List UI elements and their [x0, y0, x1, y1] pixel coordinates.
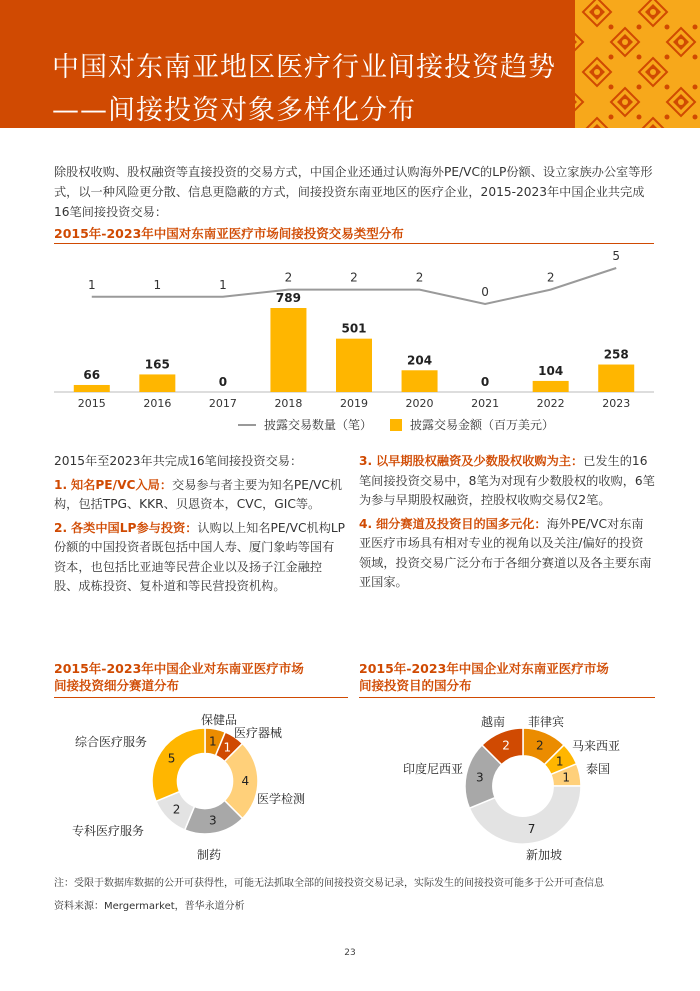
- summary-item-2-text: 认购以上知名PE/VC机构LP份额的中国投资者既包括中国人寿、厦门象屿等国有资本，也包括比亚迪等民营企业以及扬子江金融控股、成栋投资、复朴道和等民营投资机构。: [54, 520, 346, 593]
- x-tick-label: 2017: [208, 397, 237, 410]
- pattern-motif: [583, 58, 611, 86]
- segment-donut-chart: [150, 726, 260, 836]
- summary-right-column: [359, 452, 655, 597]
- donut2-label-philippines: 菲律宾: [528, 715, 565, 729]
- x-tick-label: 2015: [77, 397, 106, 410]
- pattern-dot: [665, 115, 670, 120]
- bar-value-label: 258: [603, 347, 629, 362]
- bar-value-label: 104: [538, 363, 564, 378]
- bar: [402, 370, 438, 392]
- donut1-title-line2: 间接投资细分赛道分布: [54, 678, 180, 693]
- summary-item-1: [54, 476, 346, 515]
- donut2-label-vietnam: 越南: [481, 715, 506, 729]
- country-donut-chart: [463, 726, 583, 846]
- x-tick-label: 2018: [274, 397, 303, 410]
- pattern-dot: [693, 55, 698, 60]
- page-number: 23: [344, 948, 356, 958]
- donut1-title: [54, 660, 304, 694]
- x-tick-label: 2016: [143, 397, 172, 410]
- pattern-motif: [611, 28, 639, 56]
- legend-bar-label: 披露交易金额（百万美元）: [410, 418, 555, 432]
- pattern-dot: [609, 25, 614, 30]
- donut2-title: [359, 660, 609, 694]
- pattern-dot: [665, 55, 670, 60]
- slice-value-label: 2: [502, 738, 510, 753]
- summary-item-3-number: 3.: [359, 454, 373, 468]
- bar-value-label: 501: [341, 321, 367, 336]
- summary-item-2: [54, 519, 346, 597]
- summary-item-3-title: 以早期股权融资及少数股权收购为主：: [376, 454, 584, 468]
- count-label: 2: [284, 270, 293, 285]
- pattern-motif: [611, 88, 639, 116]
- slice-value-label: 3: [475, 770, 484, 785]
- pattern-motif: [583, 0, 611, 26]
- x-tick-label: 2020: [405, 397, 434, 410]
- pattern-motif: [639, 0, 667, 26]
- summary-lead: 2015年至2023年共完成16笔间接投资交易：: [54, 454, 303, 468]
- pattern-motif: [575, 88, 583, 116]
- pattern-dot: [637, 25, 642, 30]
- pattern-dot: [609, 85, 614, 90]
- summary-item-3: [359, 452, 655, 511]
- intro-paragraph: 除股权收购、股权融资等直接投资的交易方式，中国企业还通过认购海外PE/VC的LP份额、设立家族办公室等形式，以一种风险更分散、信息更隐蔽的方式，间接投资东南亚地区的医疗企业，2015-2023年中国企业共完成16笔间接投资交易：: [54, 165, 653, 219]
- x-tick-label: 2023: [602, 397, 631, 410]
- count-label: 5: [612, 249, 621, 263]
- slice-value-label: 7: [527, 822, 536, 837]
- decorative-pattern: [575, 0, 700, 128]
- source-note: 资料来源：Mergermarket，普华永道分析: [54, 901, 245, 912]
- pattern-dot: [693, 115, 698, 120]
- slice-value-label: 1: [209, 734, 217, 749]
- legend-line-label: 披露交易数量（笔）: [264, 418, 373, 432]
- pattern-dot: [665, 25, 670, 30]
- donut2-label-malaysia: 马来西亚: [572, 739, 621, 753]
- count-label: 1: [87, 277, 96, 292]
- page-title-line1: 中国对东南亚地区医疗行业间接投资趋势: [52, 52, 556, 83]
- page-title: [52, 46, 556, 132]
- summary-item-4-text: 海外PE/VC对东南亚医疗市场具有相对专业的视角以及关注/偏好的投资领域，投资交易广泛分布于各细分赛道以及各主要东南亚国家。: [359, 516, 652, 589]
- summary-item-1-text: 交易参与者主要为知名PE/VC机构，包括TPG、KKR、贝恩资本，CVC，GIC等。: [54, 477, 343, 511]
- donut1-title-rule: [54, 697, 348, 698]
- pattern-dot: [665, 85, 670, 90]
- summary-item-4-number: 4.: [359, 516, 373, 531]
- legend-bar-swatch: [390, 419, 402, 431]
- x-tick-label: 2021: [471, 397, 500, 410]
- bar-chart-legend: [238, 416, 554, 433]
- donut2-label-indonesia: 印度尼西亚: [403, 762, 464, 776]
- legend-line-swatch: [238, 424, 256, 426]
- count-label: 2: [546, 270, 555, 285]
- donut1-label-testing: 医学检测: [257, 792, 306, 806]
- slice-value-label: 1: [223, 740, 232, 755]
- pattern-dot: [693, 25, 698, 30]
- slice-value-label: 3: [209, 813, 217, 828]
- pattern-dot: [637, 85, 642, 90]
- bar-value-label: 66: [83, 367, 101, 382]
- slice-value-label: 1: [555, 754, 564, 769]
- x-tick-label: 2019: [340, 397, 368, 410]
- bar-chart-title: 2015年-2023年中国对东南亚医疗市场间接投资交易类型分布: [54, 226, 404, 241]
- pattern-motif: [639, 58, 667, 86]
- summary-item-2-number: 2.: [54, 520, 68, 535]
- slice-value-label: 4: [241, 774, 250, 788]
- slice-value-label: 5: [167, 751, 176, 766]
- summary-left-column: [54, 452, 346, 601]
- pattern-motif: [667, 88, 695, 116]
- donut1-label-supplements: 保健品: [201, 713, 238, 727]
- slice-value-label: 2: [172, 802, 181, 817]
- bar-value-label: 789: [275, 291, 301, 305]
- count-label: 2: [415, 270, 424, 285]
- bar: [270, 308, 306, 392]
- bar-value-label: 0: [480, 375, 490, 389]
- pattern-dot: [637, 55, 642, 60]
- donut2-title-line1: 2015年-2023年中国企业对东南亚医疗市场: [359, 661, 609, 676]
- summary-item-3-text: 已发生的16笔间接投资交易中，8笔为对现有少数股权的收购，6笔为参与早期股权融资，控股权收购交易仅2笔。: [359, 454, 655, 507]
- bar: [336, 339, 372, 392]
- pattern-motif: [667, 28, 695, 56]
- bar-value-label: 204: [407, 353, 433, 368]
- pattern-motif: [575, 28, 583, 56]
- count-label: 1: [219, 277, 227, 292]
- bar: [74, 385, 110, 392]
- donut2-label-singapore: 新加坡: [526, 848, 563, 862]
- summary-item-2-title: 各类中国LP参与投资：: [71, 520, 198, 535]
- pattern-dot: [609, 115, 614, 120]
- slice-value-label: 2: [536, 738, 544, 753]
- donut1-label-pharma: 制药: [197, 848, 222, 862]
- pattern-dot: [609, 55, 614, 60]
- bar: [598, 365, 634, 392]
- donut2-title-rule: [359, 697, 655, 698]
- summary-item-4: [359, 515, 655, 593]
- pattern-motif: [639, 118, 667, 128]
- count-label: 1: [153, 277, 162, 292]
- count-label: 2: [350, 270, 358, 285]
- bar: [533, 381, 569, 392]
- footnote: 注：受限于数据库数据的公开可获得性，可能无法抓取全部的间接投资交易记录，实际发生的间接投资可能多于公开可查信息: [54, 878, 604, 889]
- page-header: [0, 0, 700, 128]
- slice-value-label: 1: [562, 770, 571, 785]
- donut1-label-general: 综合医疗服务: [75, 735, 148, 749]
- donut1-title-line1: 2015年-2023年中国企业对东南亚医疗市场: [54, 661, 304, 676]
- bar-value-label: 0: [218, 375, 228, 389]
- x-tick-label: 2022: [536, 397, 565, 410]
- page-title-line2: ——间接投资对象多样化分布: [52, 95, 416, 126]
- donut1-label-specialty: 专科医疗服务: [72, 824, 145, 838]
- summary-item-1-title: 知名PE/VC入局：: [71, 477, 173, 492]
- pattern-dot: [637, 115, 642, 120]
- summary-item-1-number: 1.: [54, 477, 68, 492]
- pattern-dot: [693, 85, 698, 90]
- decorative-pattern-svg: [575, 0, 700, 128]
- donut1-label-devices: 医疗器械: [234, 726, 283, 740]
- summary-item-4-title: 细分赛道及投资目的国多元化：: [376, 516, 547, 531]
- bar-line-chart: [54, 246, 654, 412]
- bar-chart-title-rule: [54, 243, 654, 244]
- bar-value-label: 165: [144, 357, 170, 372]
- bar: [139, 374, 175, 392]
- donut2-title-line2: 间接投资目的国分布: [359, 678, 472, 693]
- pattern-motif: [583, 118, 611, 128]
- donut-slice: [152, 728, 205, 801]
- count-label: 0: [481, 285, 489, 299]
- donut2-label-thailand: 泰国: [586, 762, 611, 776]
